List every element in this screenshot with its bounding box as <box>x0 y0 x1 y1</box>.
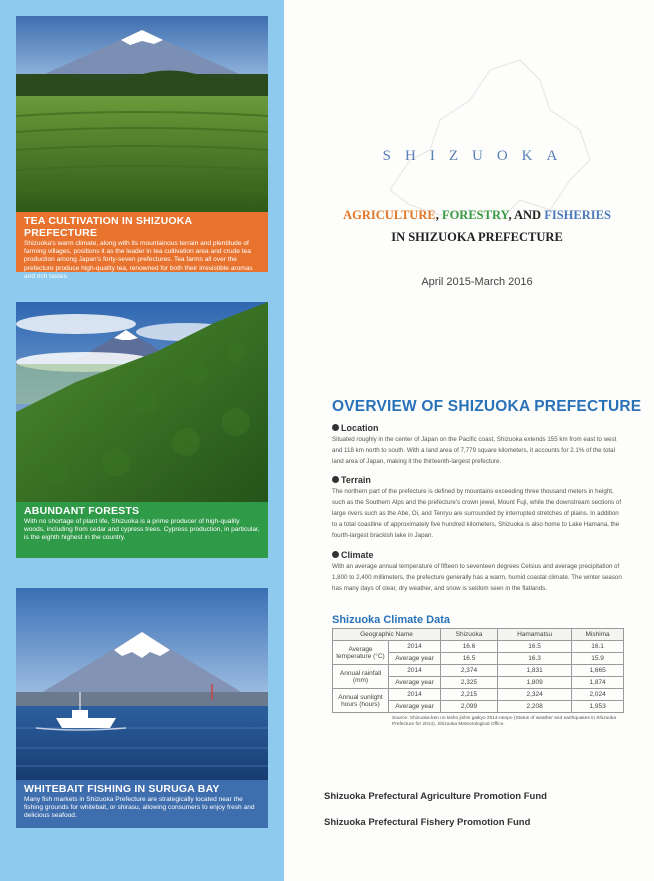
table-row <box>333 641 624 653</box>
terrain-body: The northern part of the prefecture is defined by mountains exceeding three thousand meters in height, such as the Southern Alps and the prefecture's crown jewel, Mount Fuji, while the downstream sections of large rivers such as the Abe, Oi, and Tenryu are surrounded by interrupted stretches of plains. In addition to a total coastline of approximately five hundred kilometers, Shizuoka is also home to Lake Hamana, the fourth-largest brackish lake in Japan. <box>332 488 622 539</box>
title-forestry: FORESTRY <box>441 208 509 222</box>
location-body: Situated roughly in the center of Japan on the Pacific coast, Shizuoka extends 155 km from east to west and 118 km north to south. With a land area of 7,779 square kilometers, it accounts for 2.1% of the total land area of Japan, making it the thirteenth-largest prefecture. <box>332 436 617 465</box>
row-group-label: Annual sunlight hours (hours) <box>333 689 389 713</box>
forest-title: ABUNDANT FORESTS <box>24 505 140 517</box>
fish-caption <box>16 780 268 828</box>
climate-data-table <box>332 628 624 713</box>
table-cell: 2,374 <box>441 665 498 677</box>
title-line-2: IN SHIZUOKA PREFECTURE <box>391 230 563 244</box>
row-period: Average year <box>389 653 441 665</box>
title-comma: , <box>435 208 442 222</box>
title-line-1 <box>300 204 654 226</box>
whitebait-panel <box>16 588 268 828</box>
title-fisheries: FISHERIES <box>544 208 611 222</box>
climate-title <box>332 550 622 560</box>
tea-title: TEA CULTIVATION IN SHIZUOKA PREFECTURE <box>24 215 192 239</box>
row-period: Average year <box>389 701 441 713</box>
table-cell: 2,325 <box>441 677 498 689</box>
table-source-note: Source: Shizuoka-ken no kisho jishin gaikyo 2014-nenpo (Status of weather and earthquakes in Shizuoka Prefecture for 2014), Shizuoka Meteorological Office. <box>392 716 616 727</box>
overview-heading: OVERVIEW OF SHIZUOKA PREFECTURE <box>332 398 642 415</box>
tea-body: Shizuoka's warm climate, along with its mountainous terrain and plentitude of farming villages, positions it as the leader in tea cultivation area and crude tea production among Japan's forty-seven prefectures. Tea farms all over the prefecture produce high-quality tea, renowned for both their irresistible aromas and rich tastes. <box>24 240 253 280</box>
table-cell: 16.5 <box>441 653 498 665</box>
location-section <box>332 423 622 467</box>
table-header-cell: Mishima <box>572 629 624 641</box>
table-cell: 16.3 <box>498 653 572 665</box>
climate-section <box>332 550 622 594</box>
terrain-title <box>332 475 622 485</box>
climate-title-text: Climate <box>341 550 374 560</box>
suruga-bay-photo <box>16 588 268 780</box>
terrain-title-text: Terrain <box>341 475 371 485</box>
tea-fields-photo <box>16 16 268 212</box>
date-range: April 2015-March 2016 <box>421 276 533 288</box>
tea-cultivation-panel <box>16 16 268 280</box>
forests-panel <box>16 302 268 558</box>
table-cell: 15.9 <box>572 653 624 665</box>
bullet-dot-icon <box>332 551 339 558</box>
climate-data-heading: Shizuoka Climate Data <box>332 614 450 626</box>
row-group-label: Annual rainfall (mm) <box>333 665 389 689</box>
table-cell: 2,215 <box>441 689 498 701</box>
publication-title <box>300 204 654 248</box>
row-period: 2014 <box>389 665 441 677</box>
climate-body: With an average annual temperature of fifteen to seventeen degrees Celsius and average precipitation of 1,800 to 2,400 millimeters, the prefecture generally has a warm, humid coastal climate. The winter season has many days of clear, dry weather, and snow is seldom seen in the flatlands. <box>332 563 622 592</box>
table-cell: 16.6 <box>441 641 498 653</box>
bullet-dot-icon <box>332 476 339 483</box>
table-cell: 2,099 <box>441 701 498 713</box>
fishery-fund-name: Shizuoka Prefectural Fishery Promotion Fund <box>324 817 531 828</box>
terrain-section <box>332 475 622 541</box>
row-group-label: Average temperature (°C) <box>333 641 389 665</box>
table-header-cell: Shizuoka <box>441 629 498 641</box>
title-and: , AND <box>508 208 545 222</box>
table-cell: 16.1 <box>572 641 624 653</box>
table-cell: 2,208 <box>498 701 572 713</box>
forest-photo <box>16 302 268 502</box>
title-agriculture: AGRICULTURE <box>343 208 436 222</box>
fish-body: Many fish markets in Shizuoka Prefecture are strategically located near the fishing grounds for whitebait, or shirasu, allowing consumers to enjoy fresh and delicious seafood. <box>24 796 255 820</box>
row-period: Average year <box>389 677 441 689</box>
bullet-dot-icon <box>332 424 339 431</box>
table-cell: 1,831 <box>498 665 572 677</box>
table-header-cell: Hamamatsu <box>498 629 572 641</box>
table-cell: 1,874 <box>572 677 624 689</box>
table-header-cell: Geographic Name <box>333 629 441 641</box>
forest-body: With no shortage of plant life, Shizuoka is a prime producer of high-quality woods, including from cedar and cypress trees. Cypress production, in particular, is the eighth highest in the country. <box>24 518 260 542</box>
table-cell: 16.5 <box>498 641 572 653</box>
fish-title: WHITEBAIT FISHING IN SURUGA BAY <box>24 783 220 795</box>
location-title-text: Location <box>341 423 379 433</box>
table-cell: 1,953 <box>572 701 624 713</box>
table-cell: 1,665 <box>572 665 624 677</box>
row-period: 2014 <box>389 641 441 653</box>
forest-caption <box>16 502 268 558</box>
agriculture-fund-name: Shizuoka Prefectural Agriculture Promotion Fund <box>324 791 547 802</box>
row-period: 2014 <box>389 689 441 701</box>
table-cell: 1,809 <box>498 677 572 689</box>
table-row <box>333 665 624 677</box>
table-cell: 2,324 <box>498 689 572 701</box>
table-row <box>333 689 624 701</box>
table-cell: 2,024 <box>572 689 624 701</box>
table-header-row <box>333 629 624 641</box>
location-title <box>332 423 622 433</box>
tea-caption <box>16 212 268 280</box>
shizuoka-wordmark: SHIZUOKA <box>382 148 572 164</box>
